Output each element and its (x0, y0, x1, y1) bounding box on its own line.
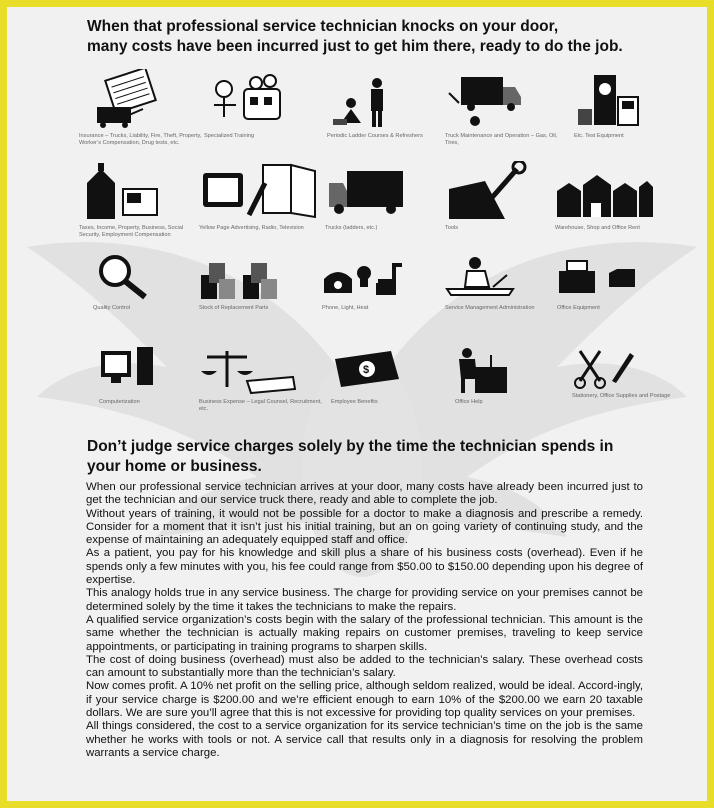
cost-caption: Stock of Replacement Parts (199, 305, 269, 311)
cost-item-replacement-parts (199, 253, 324, 312)
cost-item-truck-maintenance (445, 69, 570, 147)
cost-caption: Etc. Test Equipment (574, 133, 624, 139)
paragraph: All things considered, the cost to a service organization for its service technician’s time on the job is the same whether he works with tools or not. A service call that results only in a diagnosis for resolving the problem warrants a service charge. (86, 720, 643, 759)
dollar-bill-icon (331, 347, 421, 397)
cost-item-taxes (79, 161, 204, 239)
headline-line-1: When that professional service technician knocks on your door, (87, 18, 559, 35)
cost-caption: Office Help (455, 399, 483, 405)
cost-caption: Specialized Training (204, 133, 255, 139)
paragraph: Now comes profit. A 10% net profit on the selling price, although seldom realized, would be ideal. Accord-ingly, if your service charge is $200.00 and we’re efficient enough to earn 10% of the $200.00 we earn 20 taxable dollars. We are sure you’ll agree that this is not excessive for providing top quality services on your premises. (86, 680, 643, 720)
cost-caption: Taxes, Income, Property, Business, Social Security, Employment Compensation (79, 225, 184, 238)
printer-paper-icon (79, 69, 169, 131)
cost-caption: Truck Maintenance and Operation – Gas, Oil, Tires, (445, 133, 558, 146)
truck-icon (325, 161, 415, 223)
warehouse-icon (555, 161, 655, 223)
magnifier-icon (93, 253, 183, 303)
cost-caption: Trucks (ladders, etc.) (325, 225, 378, 231)
cost-item-training (204, 69, 329, 140)
training-machine-icon (204, 69, 294, 131)
ladder-people-icon (327, 69, 417, 131)
wrench-tools-icon (445, 161, 535, 223)
cost-item-trucks (325, 161, 450, 232)
cost-item-advertising (199, 161, 324, 232)
cost-caption: Service Management Administration (445, 305, 535, 311)
headline (87, 17, 687, 57)
cost-item-tools (445, 161, 570, 232)
yellow-pages-tv-icon (199, 161, 317, 223)
parts-boxes-icon (199, 253, 289, 303)
cost-item-test-equipment (574, 69, 699, 140)
cost-item-benefits (331, 347, 456, 406)
paragraph: The cost of doing business (overhead) must also be added to the technician’s salary. These overhead costs can amount to substantially more than the technician’s salary. (86, 653, 643, 680)
section-heading-line-1: Don’t judge service charges solely by the time the technician spends in (87, 438, 614, 455)
cost-item-legal (199, 347, 324, 413)
office-worker-icon (455, 347, 545, 397)
cost-caption: Quality Control (93, 305, 130, 311)
phone-light-icon (322, 253, 412, 303)
cost-item-warehouse (555, 161, 680, 232)
cost-caption: Tools (445, 225, 459, 231)
section-heading (87, 437, 647, 477)
cost-item-management (445, 253, 570, 312)
cost-caption: Insurance – Trucks, Liability, Fire, Theft, Property, Worker’s Compensation, Drug tests, etc. (79, 133, 202, 146)
cost-caption: Employee Benefits (331, 399, 378, 405)
body-text (86, 481, 643, 760)
cost-caption: Phone, Light, Heat (322, 305, 369, 311)
cost-item-stationery (572, 347, 697, 400)
section-heading-line-2: your home or business. (87, 458, 262, 475)
headline-line-2: many costs have been incurred just to get him there, ready to do the job. (87, 38, 623, 55)
cost-caption: Business Expense – Legal Counsel, Recruitment, etc. (199, 399, 322, 412)
paragraph: Without years of training, it would not be possible for a doctor to make a diagnosis and prescribe a remedy. Consider for a moment that it isn’t just his initial training, but an on going variety of continuing study, and the expense of maintaining an adequately equipped staff and office. (86, 507, 643, 547)
cost-caption: Computerization (99, 399, 140, 405)
paragraph: This analogy holds true in any service business. The charge for providing service on your premises cannot be determined solely by the time it takes the technicians to make the repairs. (86, 587, 643, 613)
scissors-pen-icon (572, 347, 662, 391)
paragraph: When our professional service technician arrives at your door, many costs have already been incurred just to get the technician and our service truck there, ready and able to complete the job. (86, 481, 643, 507)
office-printer-icon (557, 253, 647, 303)
cost-item-ladder (327, 69, 452, 140)
cost-item-utilities (322, 253, 447, 312)
cost-item-office-help (455, 347, 580, 406)
cost-item-office-equipment (557, 253, 682, 312)
cost-caption: Stationery, Office Supplies and Postage (572, 393, 671, 399)
manager-desk-icon (445, 253, 535, 303)
cost-caption: Periodic Ladder Courses & Refreshers (327, 133, 423, 139)
cost-caption: Warehouse, Shop and Office Rent (555, 225, 640, 231)
scales-icon (199, 347, 299, 397)
svg-text:$: $ (363, 364, 370, 376)
paragraph: A qualified service organization’s costs begin with the salary of the professional technician. This amount is the same whether the technician is actually making repairs on customer premises, traveling to keep service appointments, or participating in training programs to sharpen skills. (86, 613, 643, 653)
cost-item-insurance (79, 69, 204, 147)
cost-caption: Office Equipment (557, 305, 600, 311)
paragraph: As a patient, you pay for his knowledge and skill plus a share of his business costs (overhead). Even if he spends only a few minutes with you, his fee could range from $50.00 to $150.00 depending upon his degree of expertise. (86, 547, 643, 587)
cost-caption: Yellow Page Advertising, Radio, Television (199, 225, 304, 231)
computer-icon (99, 347, 189, 397)
government-building-icon (79, 161, 169, 223)
truck-maintenance-icon (445, 69, 535, 131)
test-equipment-icon (574, 69, 664, 131)
